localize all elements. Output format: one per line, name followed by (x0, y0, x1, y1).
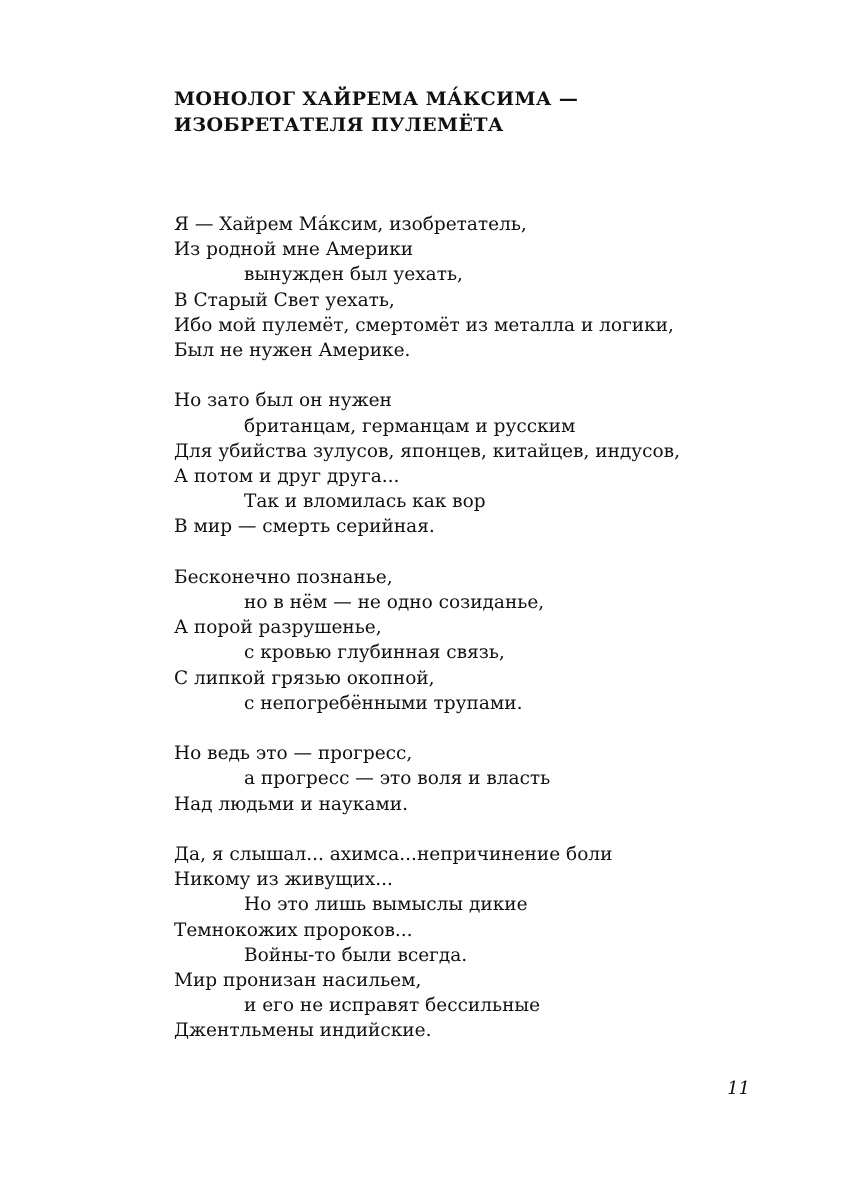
poem-line: Мир пронизан насильем, (174, 970, 422, 992)
poem-line: Но зато был он нужен (174, 390, 392, 412)
poem-title-line-1: МОНОЛОГ ХАЙРЕМА МА́КСИМА — (174, 88, 579, 110)
poem-line: Джентльмены индийские. (174, 1020, 432, 1042)
poem-line: Да, я слышал... ахимса...непричинение боли (174, 844, 613, 866)
poem-line: Но это лишь вымыслы дикие (244, 894, 528, 916)
stanza-5 (174, 842, 794, 1044)
poem-line: А потом и друг друга... (174, 466, 400, 488)
poem-line: А порой разрушенье, (174, 617, 382, 639)
poem-line: Ибо мой пулемёт, смертомёт из металла и логики, (174, 314, 674, 336)
poem-line: Так и вломилась как вор (244, 491, 486, 513)
poem-line: Темнокожих пророков... (174, 919, 413, 941)
poem-line: Никому из живущих... (174, 869, 393, 891)
poem-line: Был не нужен Америке. (174, 340, 411, 362)
page-number: 11 (727, 1078, 750, 1099)
stanza-3 (174, 565, 794, 716)
poem-line: с кровью глубинная связь, (244, 642, 505, 664)
poem-line: Для убийства зулусов, японцев, китайцев, индусов, (174, 440, 680, 462)
poem-line: а прогресс — это воля и власть (244, 768, 551, 790)
poem-title-line-2: ИЗОБРЕТАТЕЛЯ ПУЛЕМЁТА (174, 114, 504, 136)
poem-line: с непогребёнными трупами. (244, 692, 523, 714)
poem-line: Войны-то были всегда. (244, 944, 468, 966)
stanza-2 (174, 388, 794, 539)
poem-line: В Старый Свет уехать, (174, 289, 395, 311)
poem-title (174, 86, 774, 138)
poem-line: но в нём — не одно созиданье, (244, 592, 545, 614)
poem-line: Но ведь это — прогресс, (174, 743, 413, 765)
stanza-1 (174, 212, 794, 363)
poem-line: вынужден был уехать, (244, 264, 463, 286)
poem-line: В мир — смерть серийная. (174, 516, 435, 538)
poem-line: С липкой грязью окопной, (174, 667, 435, 689)
poem-line: Бесконечно познанье, (174, 566, 393, 588)
poem-body (174, 212, 794, 1069)
poem-line: и его не исправят бессильные (244, 995, 541, 1017)
poem-line: британцам, германцам и русским (244, 415, 576, 437)
poem-line: Над людьми и науками. (174, 793, 409, 815)
poem-line: Из родной мне Америки (174, 239, 414, 261)
poem-line: Я — Хайрем Ма́ксим, изобретатель, (174, 214, 527, 235)
stanza-4 (174, 741, 794, 817)
